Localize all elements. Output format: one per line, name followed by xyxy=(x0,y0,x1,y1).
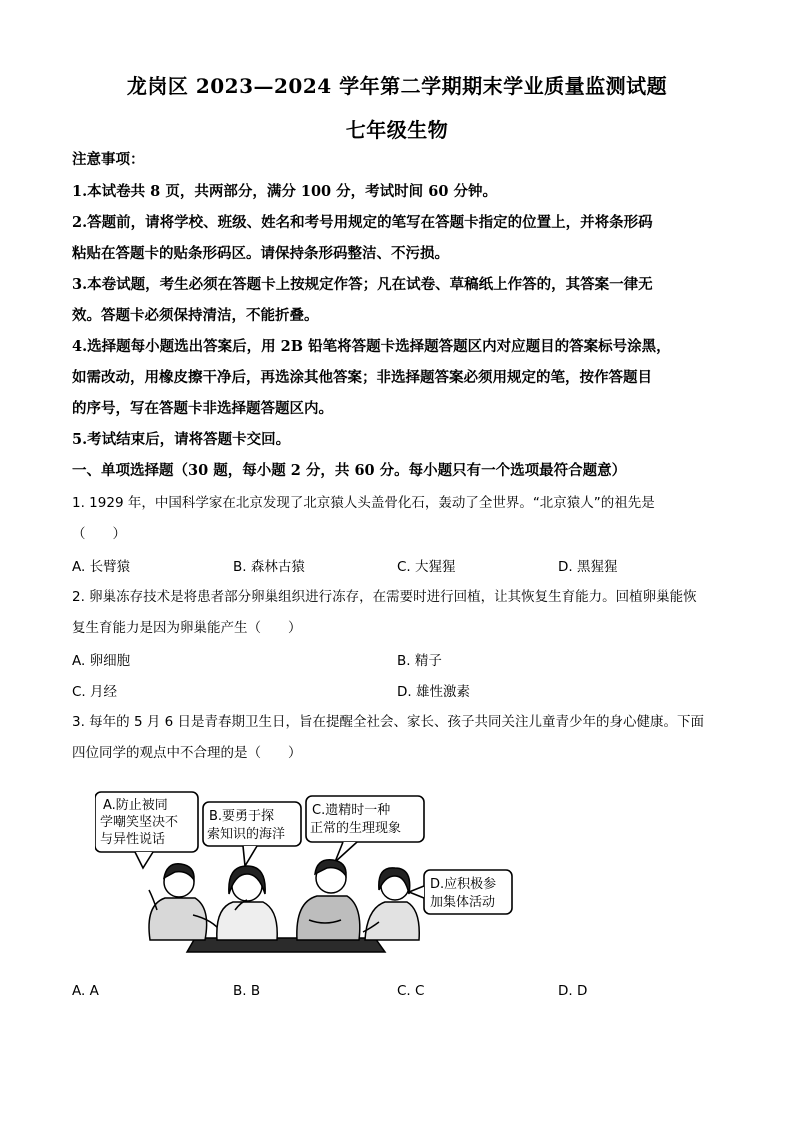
notice-line: 的序号，写在答题卡非选择题答题区内。 xyxy=(72,400,333,417)
notice-heading: 注意事项： xyxy=(72,151,145,168)
speech-bubble-d-tail xyxy=(409,886,424,898)
question-1-option-b[interactable]: B. 森林古猿 xyxy=(233,559,305,575)
question-2-text: 2. 卵巢冻存技术是将患者部分卵巢组织进行冻存，在需要时进行回植，让其恢复生育能力。回植卵巢能恢 xyxy=(72,589,697,605)
question-3-option-d[interactable]: D. D xyxy=(558,983,588,999)
question-1-option-d[interactable]: D. 黑猩猩 xyxy=(558,559,618,575)
section-heading: 一、单项选择题（30 题，每小题 2 分，共 60 分。每小题只有一个选项最符合题意） xyxy=(72,462,627,479)
question-3-option-c[interactable]: C. C xyxy=(397,983,425,999)
question-2-option-c[interactable]: C. 月经 xyxy=(72,684,118,700)
question-3-text: 四位同学的观点中不合理的是（ ） xyxy=(72,745,302,761)
student-a-figure xyxy=(149,864,221,940)
question-3-text: 3. 每年的 5 月 6 日是青春期卫生日，旨在提醒全社会、家长、孩子共同关注儿童青少年的身心健康。下面 xyxy=(72,714,705,730)
notice-line: 如需改动，用橡皮擦干净后，再选涂其他答案；非选择题答案必须用规定的笔，按作答题目 xyxy=(72,369,652,386)
question-1-option-a[interactable]: A. 长臂猿 xyxy=(72,559,131,575)
speech-bubble-a-tail xyxy=(135,852,153,868)
bubble-d-line: D.应积极参 xyxy=(430,877,497,892)
question-2-option-b[interactable]: B. 精子 xyxy=(397,653,442,669)
notice-line: 5.考试结束后，请将答题卡交回。 xyxy=(72,431,291,448)
notice-line: 2.答题前，请将学校、班级、姓名和考号用规定的笔写在答题卡指定的位置上，并将条形码 xyxy=(72,214,653,231)
bubble-a-line: 学嘲笑坚决不 xyxy=(100,815,179,830)
bubble-b-line: 索知识的海洋 xyxy=(207,827,286,842)
bubble-c-line: 正常的生理现象 xyxy=(310,821,402,836)
question-2-option-a[interactable]: A. 卵细胞 xyxy=(72,653,131,669)
exam-subject: 七年级生物 xyxy=(345,118,449,142)
speech-bubble-b-tail xyxy=(243,846,257,866)
bubble-a-line: A.防止被同 xyxy=(103,798,168,813)
notice-line: 4.选择题每小题选出答案后，用 2B 铅笔将答题卡选择题答题区内对应题目的答案标号涂黑， xyxy=(72,338,671,355)
student-c-figure xyxy=(297,860,360,940)
student-b-figure xyxy=(217,866,277,940)
question-2-option-d[interactable]: D. 雄性激素 xyxy=(397,684,470,700)
exam-title: 龙岗区 2023—2024 学年第二学期期末学业质量监测试题 xyxy=(126,74,668,98)
bubble-d-line: 加集体活动 xyxy=(430,895,496,910)
question-3-option-a[interactable]: A. A xyxy=(72,983,99,999)
bubble-b-line: B.要勇于探 xyxy=(209,809,275,824)
question-1-option-c[interactable]: C. 大猩猩 xyxy=(397,559,456,575)
students-discussion-illustration xyxy=(95,790,515,955)
notice-line: 1.本试卷共 8 页，共两部分，满分 100 分，考试时间 60 分钟。 xyxy=(72,183,497,200)
notice-line: 粘贴在答题卡的贴条形码区。请保持条形码整洁、不污损。 xyxy=(72,245,449,262)
question-3-option-b[interactable]: B. B xyxy=(233,983,261,999)
notice-line: 3.本卷试题，考生必须在答题卡上按规定作答；凡在试卷、草稿纸上作答的，其答案一律无 xyxy=(72,276,653,293)
bubble-a-line: 与异性说话 xyxy=(100,832,166,847)
notice-line: 效。答题卡必须保持清洁，不能折叠。 xyxy=(72,307,319,324)
question-1-text: 1. 1929 年，中国科学家在北京发现了北京猿人头盖骨化石，轰动了全世界。“北京猿人”的祖先是 xyxy=(72,495,655,511)
student-d-figure xyxy=(363,868,419,940)
bubble-c-line: C.遗精时一种 xyxy=(312,803,391,818)
question-1-blank: （ ） xyxy=(72,526,126,542)
speech-bubble-c-tail xyxy=(335,842,357,862)
question-2-text: 复生育能力是因为卵巢能产生（ ） xyxy=(72,620,302,636)
